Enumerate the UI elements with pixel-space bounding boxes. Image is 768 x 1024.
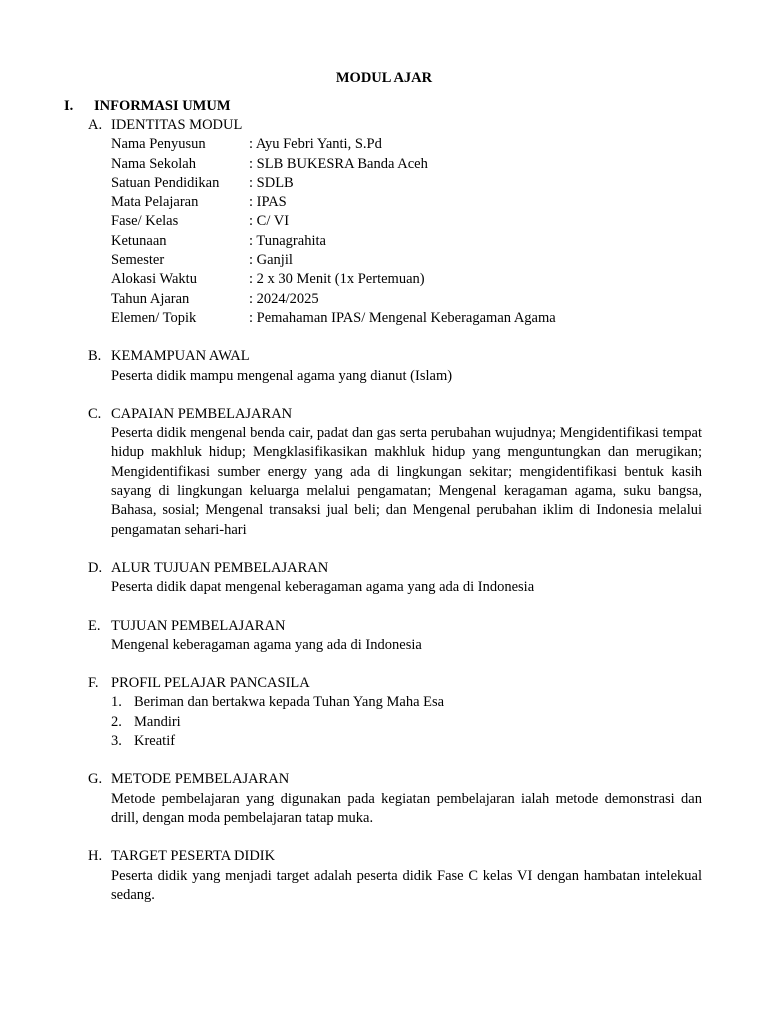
list-number: 1.: [111, 694, 122, 711]
section-letter: F.: [88, 675, 99, 692]
identity-value: : SLB BUKESRA Banda Aceh: [249, 155, 428, 172]
section-text: Peserta didik dapat mengenal keberagaman agama yang ada di Indonesia: [111, 579, 535, 596]
identity-label: Elemen/ Topik: [111, 309, 197, 326]
identity-label: Mata Pelajaran: [111, 194, 199, 211]
list-number: 2.: [111, 713, 122, 730]
identity-value: : Ganjil: [249, 252, 293, 269]
identity-row: [111, 193, 702, 212]
list-text: Beriman dan bertakwa kepada Tuhan Yang Maha Esa: [134, 694, 445, 711]
section-heading: [88, 347, 702, 366]
identity-value: : C/ VI: [249, 213, 290, 230]
part-heading: [64, 97, 231, 116]
document-content: [88, 116, 702, 924]
section-alur-tujuan: [88, 559, 702, 598]
identity-value: : IPAS: [249, 194, 287, 211]
list-item: [111, 693, 702, 712]
identity-value: : SDLB: [249, 174, 294, 191]
section-text: Mengenal keberagaman agama yang ada di Indonesia: [111, 636, 422, 653]
section-heading: [88, 559, 702, 578]
section-identitas-modul: [88, 116, 702, 328]
section-letter: E.: [88, 617, 101, 634]
section-heading: [88, 847, 702, 866]
section-target-peserta: [88, 847, 702, 905]
identity-label: Fase/ Kelas: [111, 213, 179, 230]
identity-row: [111, 270, 702, 289]
list-text: Kreatif: [134, 733, 176, 750]
identity-label: Nama Sekolah: [111, 155, 196, 172]
section-letter: D.: [88, 559, 103, 576]
document-title: MODUL AJAR: [335, 70, 433, 86]
identity-value: : Tunagrahita: [249, 232, 326, 249]
section-heading: [88, 617, 702, 636]
list-item: [111, 713, 702, 732]
section-letter: B.: [88, 348, 102, 365]
identity-value: : 2 x 30 Menit (1x Pertemuan): [249, 271, 425, 288]
identity-row: [111, 155, 702, 174]
section-title: TUJUAN PEMBELAJARAN: [111, 617, 286, 634]
section-tujuan-pembelajaran: [88, 617, 702, 656]
identity-label: Alokasi Waktu: [111, 271, 197, 288]
section-heading: [88, 770, 702, 789]
section-capaian-pembelajaran: [88, 405, 702, 540]
section-title: PROFIL PELAJAR PANCASILA: [111, 675, 310, 692]
identity-row: [111, 212, 702, 231]
section-letter: A.: [88, 117, 103, 133]
section-letter: C.: [88, 405, 102, 422]
numbered-list: [88, 693, 702, 751]
section-heading: [88, 116, 702, 135]
identity-value: : Pemahaman IPAS/ Mengenal Keberagaman Agama: [249, 309, 556, 326]
section-title: KEMAMPUAN AWAL: [111, 348, 250, 365]
section-text: Peserta didik mampu mengenal agama yang dianut (Islam): [111, 367, 453, 384]
identity-row: [111, 290, 702, 309]
list-number: 3.: [111, 733, 122, 750]
section-title: METODE PEMBELAJARAN: [111, 771, 290, 788]
identity-row: [111, 309, 702, 328]
identity-value: : Ayu Febri Yanti, S.Pd: [249, 136, 382, 153]
section-kemampuan-awal: [88, 347, 702, 386]
identity-label: Satuan Pendidikan: [111, 174, 220, 191]
identity-value: : 2024/2025: [249, 290, 319, 307]
identity-row: [111, 174, 702, 193]
section-heading: [88, 674, 702, 693]
identity-label: Semester: [111, 252, 165, 269]
identity-label: Ketunaan: [111, 232, 167, 249]
section-text: Peserta didik yang menjadi target adalah peserta didik Fase C kelas VI dengan hambatan intelekual sedang.: [111, 867, 702, 903]
identity-table: [88, 135, 702, 328]
list-text: Mandiri: [134, 713, 181, 730]
part-title: INFORMASI UMUM: [94, 98, 231, 114]
section-letter: H.: [88, 848, 103, 865]
section-title: ALUR TUJUAN PEMBELAJARAN: [111, 559, 329, 576]
list-item: [111, 732, 702, 751]
identity-label: Nama Penyusun: [111, 136, 206, 153]
section-text: Peserta didik mengenal benda cair, padat dan gas serta perubahan wujudnya; Mengidentifikasi tempat hidup makhluk hidup; Mengklasifikasikan makhluk hidup yang menguntungkan dan merugikan; Mengidentifikasi sumber energy yang ada di lingkungan sekitar; mengidentifikasi bentuk kasih sayang di lingkungan keluarga melalui pengamatan; Mengenal keragaman agama, suku bangsa, Bahasa, sosial; Mengenal transaksi jual beli; dan Mengenal perubahan iklim di Indonesia melalui pengamatan sehari-hari: [111, 425, 702, 538]
identity-label: Tahun Ajaran: [111, 290, 190, 307]
identity-row: [111, 135, 702, 154]
section-metode-pembelajaran: [88, 770, 702, 828]
section-title: IDENTITAS MODUL: [111, 117, 243, 133]
section-heading: [88, 405, 702, 424]
identity-row: [111, 251, 702, 270]
part-number: I.: [64, 98, 74, 114]
section-profil-pelajar: [88, 674, 702, 751]
section-title: CAPAIAN PEMBELAJARAN: [111, 405, 293, 422]
identity-row: [111, 232, 702, 251]
section-text: Metode pembelajaran yang digunakan pada kegiatan pembelajaran ialah metode demonstrasi dan drill, dengan moda pembelajaran tatap muka.: [111, 790, 702, 826]
section-title: TARGET PESERTA DIDIK: [111, 848, 276, 865]
section-letter: G.: [88, 771, 103, 788]
